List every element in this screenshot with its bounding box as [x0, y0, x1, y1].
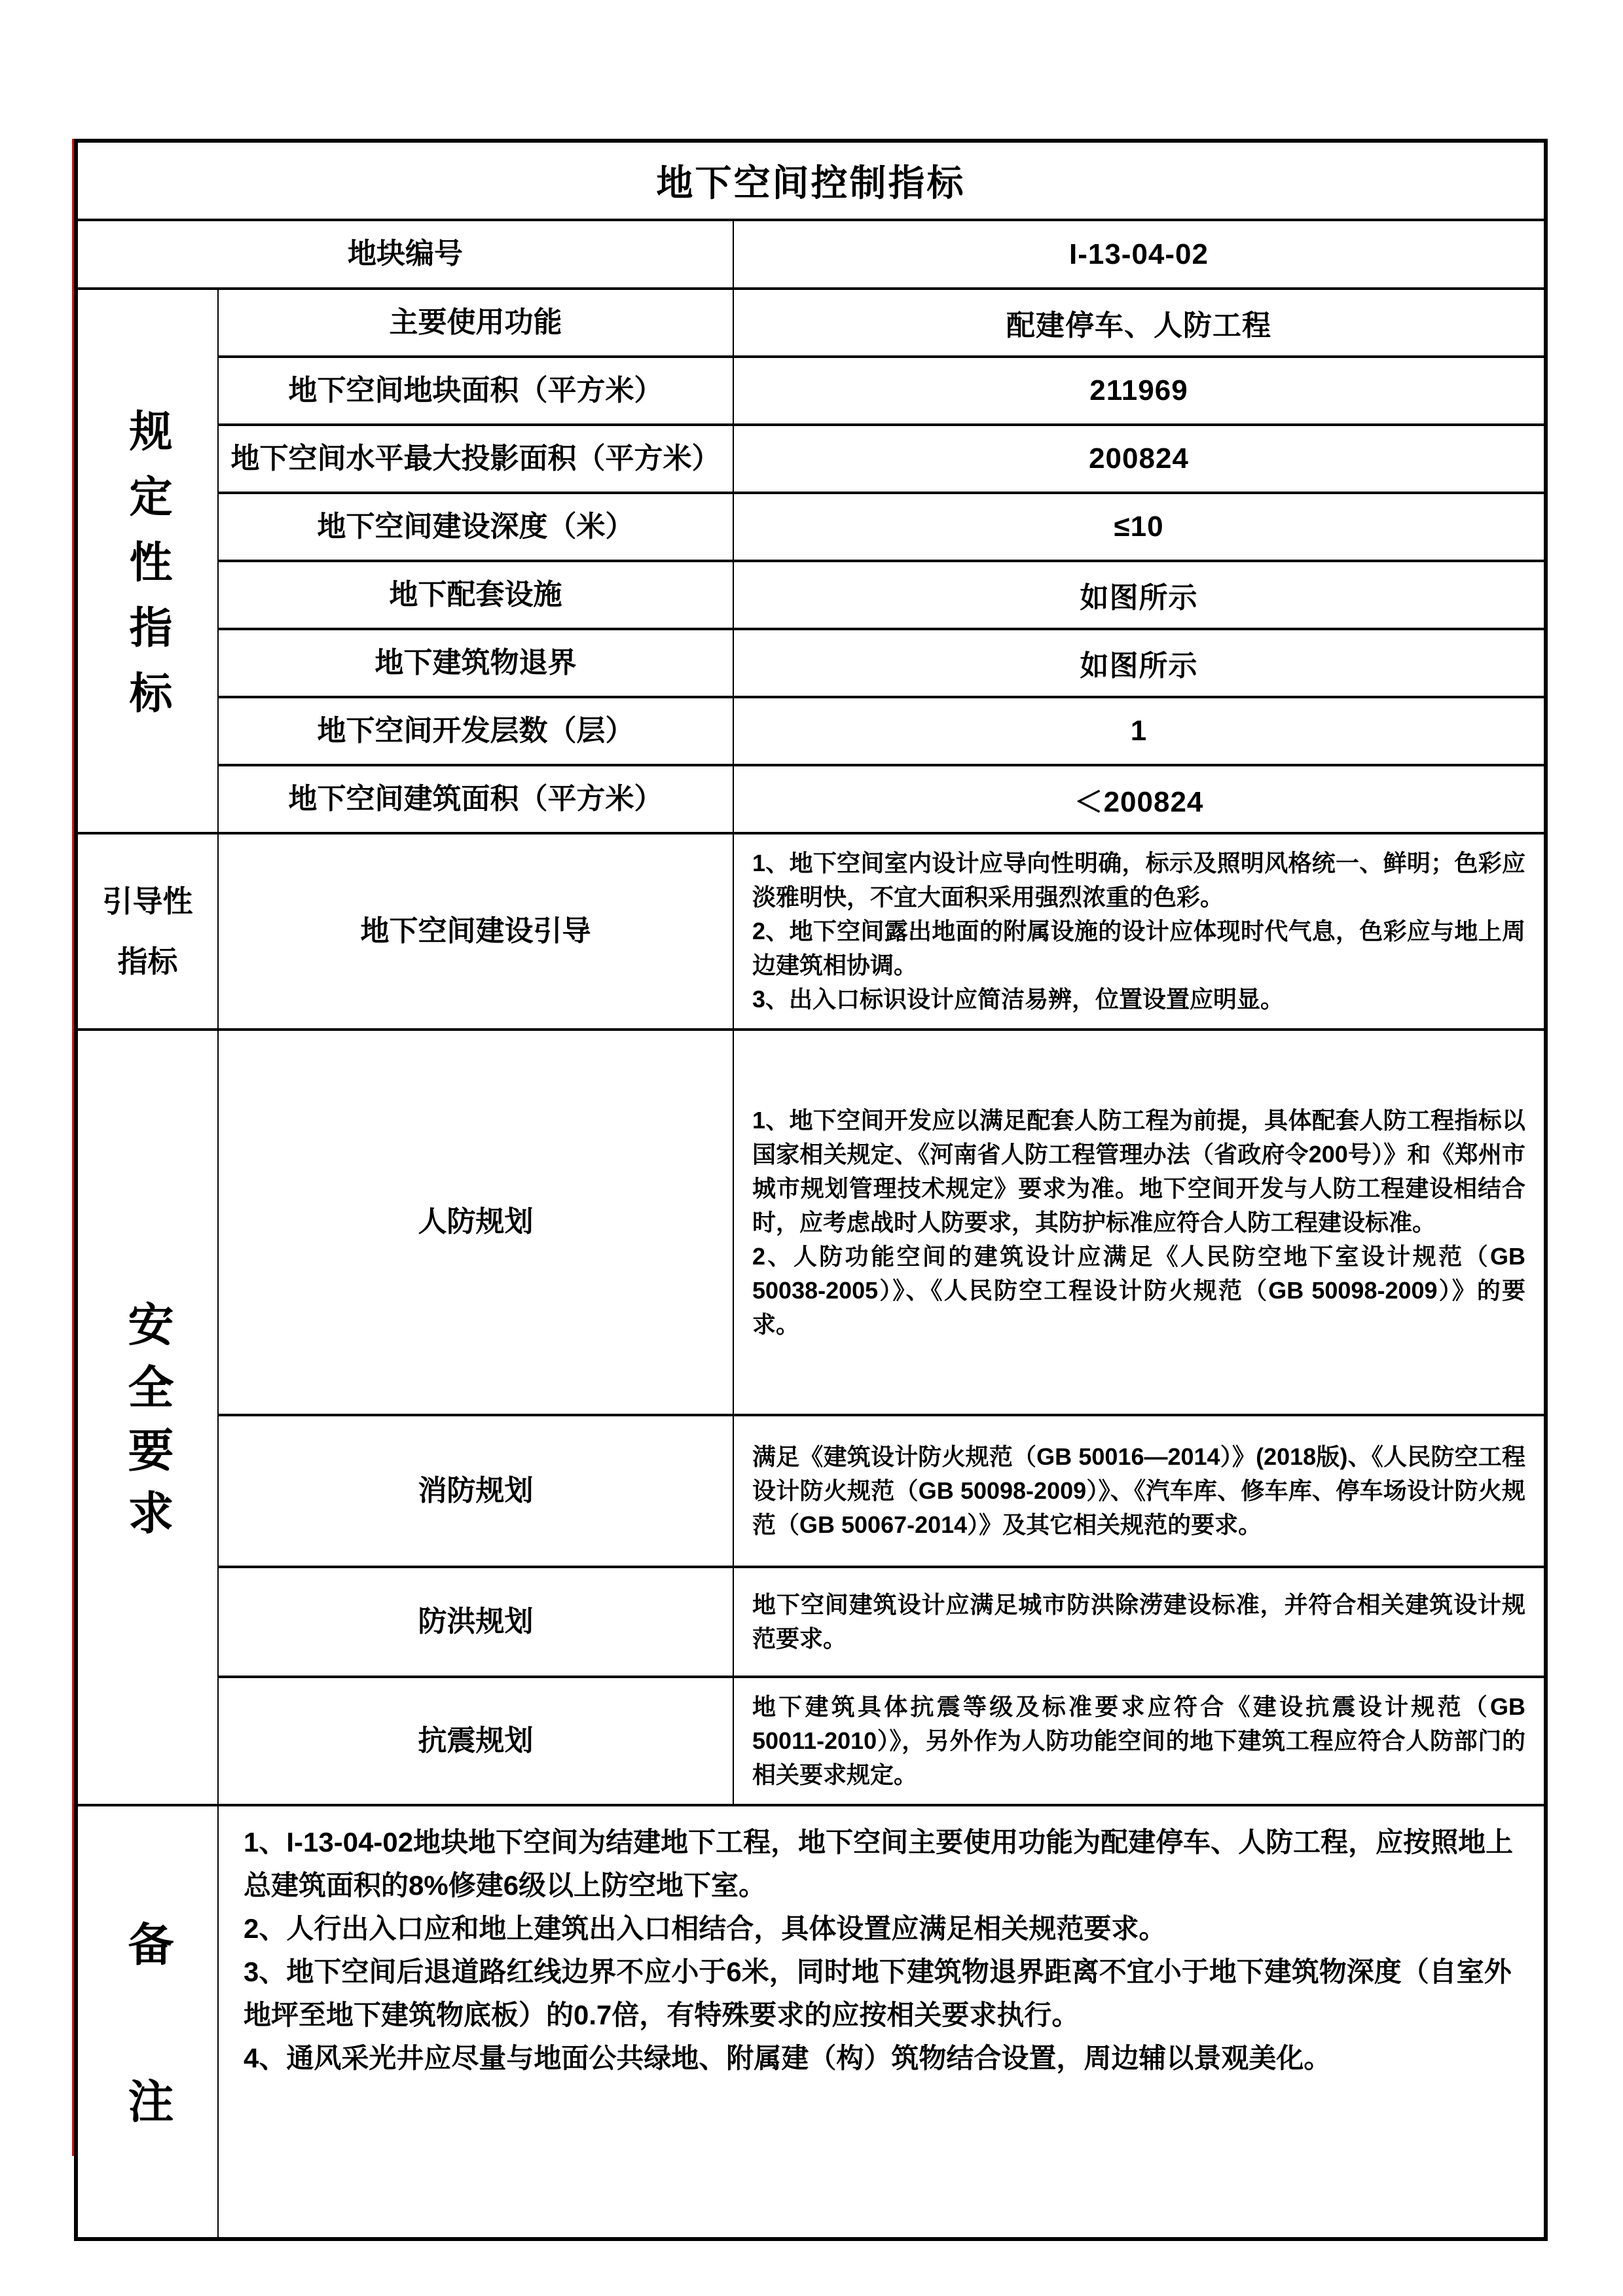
remarks-section-label: 备注 — [122, 1920, 173, 2234]
underground-facilities-value: 如图所示 — [733, 561, 1546, 629]
section-guiding-indicators — [76, 833, 218, 1030]
building-area-label: 地下空间建筑面积（平方米） — [218, 765, 733, 833]
building-setback-value: 如图所示 — [733, 629, 1546, 697]
main-use-label: 主要使用功能 — [218, 289, 733, 357]
guidance-item-3: 3、出入口标识设计应简洁易辨，位置设置应明显。 — [752, 986, 1285, 1013]
table-row — [76, 357, 1546, 425]
construction-depth-value: ≤10 — [733, 493, 1546, 561]
max-projection-area-label: 地下空间水平最大投影面积（平方米） — [218, 425, 733, 493]
construction-guidance-text — [733, 833, 1546, 1030]
underground-facilities-label: 地下配套设施 — [218, 561, 733, 629]
table-row — [76, 493, 1546, 561]
table-row — [76, 1677, 1546, 1805]
building-area-value: ＜200824 — [733, 765, 1546, 833]
max-projection-area-value: 200824 — [733, 425, 1546, 493]
table-row — [76, 1030, 1546, 1415]
guiding-section-label-line2: 指标 — [117, 944, 178, 978]
guiding-section-label-line1: 引导性 — [102, 884, 193, 918]
plot-area-value: 211969 — [733, 357, 1546, 425]
fire-protection-paragraph: 满足《建筑设计防火规范（GB 50016—2014）》(2018版)、《人民防空工程设计防火规范（GB 50098-2009）》、《汽车库、修车库、停车场设计防火规范（GB 50067-2014）》及其它相关规范的要求。 — [752, 1443, 1525, 1538]
civil-defense-paragraph-2: 2、人防功能空间的建筑设计应满足《人民防空地下室设计规范（GB 50038-2005）》、《人民防空工程设计防火规范（GB 50098-2009）》的要求。 — [752, 1242, 1525, 1338]
underground-space-control-table — [74, 139, 1548, 2241]
remark-item-4: 4、通风采光井应尽量与地面公共绿地、附属建（构）筑物结合设置，周边辅以景观美化。 — [244, 2043, 1332, 2073]
table-row — [76, 561, 1546, 629]
flood-control-plan-label: 防洪规划 — [218, 1567, 733, 1677]
table-row — [76, 629, 1546, 697]
table-row — [76, 1805, 1546, 2239]
table-row — [76, 833, 1546, 1030]
guidance-item-2: 2、地下空间露出地面的附属设施的设计应体现时代气息，色彩应与地上周边建筑相协调。 — [752, 918, 1525, 978]
table-row — [76, 765, 1546, 833]
building-setback-label: 地下建筑物退界 — [218, 629, 733, 697]
civil-defense-plan-text — [733, 1030, 1546, 1415]
development-floors-value: 1 — [733, 697, 1546, 765]
plot-number-value: I-13-04-02 — [733, 220, 1546, 289]
table-row — [76, 289, 1546, 357]
table-row — [76, 1567, 1546, 1677]
plot-number-label: 地块编号 — [76, 220, 733, 289]
flood-control-paragraph: 地下空间建筑设计应满足城市防洪除涝建设标准，并符合相关建筑设计规范要求。 — [752, 1591, 1525, 1652]
plot-area-label: 地下空间地块面积（平方米） — [218, 357, 733, 425]
fire-protection-plan-label: 消防规划 — [218, 1415, 733, 1567]
section-remarks — [76, 1805, 218, 2239]
section-safety-requirements — [76, 1030, 218, 1805]
fire-protection-plan-text — [733, 1415, 1546, 1567]
safety-section-label: 安全要求 — [122, 1300, 173, 1552]
section-regulatory-indicators — [76, 289, 218, 833]
guidance-item-1: 1、地下空间室内设计应导向性明确，标示及照明风格统一、鲜明；色彩应淡雅明快，不宜大面积采用强烈浓重的色彩。 — [752, 850, 1525, 910]
civil-defense-paragraph-1: 1、地下空间开发应以满足配套人防工程为前提，具体配套人防工程指标以国家相关规定、《河南省人防工程管理办法（省政府令200号）》和《郑州市城市规划管理技术规定》要求为准。地下空间开发与人防工程建设相结合时，应考虑战时人防要求，其防护标准应符合人防工程建设标准。 — [752, 1106, 1525, 1236]
table-title: 地下空间控制指标 — [76, 141, 1546, 220]
civil-defense-plan-label: 人防规划 — [218, 1030, 733, 1415]
construction-depth-label: 地下空间建设深度（米） — [218, 493, 733, 561]
seismic-plan-text — [733, 1677, 1546, 1805]
remark-item-2: 2、人行出入口应和地上建筑出入口相结合，具体设置应满足相关规范要求。 — [244, 1913, 1167, 1944]
seismic-paragraph: 地下建筑具体抗震等级及标准要求应符合《建设抗震设计规范（GB 50011-2010）》，另外作为人防功能空间的地下建筑工程应符合人防部门的相关要求规定。 — [752, 1693, 1525, 1788]
development-floors-label: 地下空间开发层数（层） — [218, 697, 733, 765]
seismic-plan-label: 抗震规划 — [218, 1677, 733, 1805]
remark-item-1: 1、I-13-04-02地块地下空间为结建地下工程，地下空间主要使用功能为配建停车、人防工程，应按照地上总建筑面积的8%修建6级以上防空地下室。 — [244, 1827, 1514, 1901]
remarks-text — [218, 1805, 1546, 2239]
regulatory-section-label: 规定性指标 — [123, 408, 172, 736]
table-row — [76, 1415, 1546, 1567]
main-use-value: 配建停车、人防工程 — [733, 289, 1546, 357]
flood-control-plan-text — [733, 1567, 1546, 1677]
table-row — [76, 697, 1546, 765]
construction-guidance-label: 地下空间建设引导 — [218, 833, 733, 1030]
table-row — [76, 425, 1546, 493]
remark-item-3: 3、地下空间后退道路红线边界不应小于6米，同时地下建筑物退界距离不宜小于地下建筑物深度（自室外地坪至地下建筑物底板）的0.7倍，有特殊要求的应按相关要求执行。 — [244, 1956, 1512, 2030]
